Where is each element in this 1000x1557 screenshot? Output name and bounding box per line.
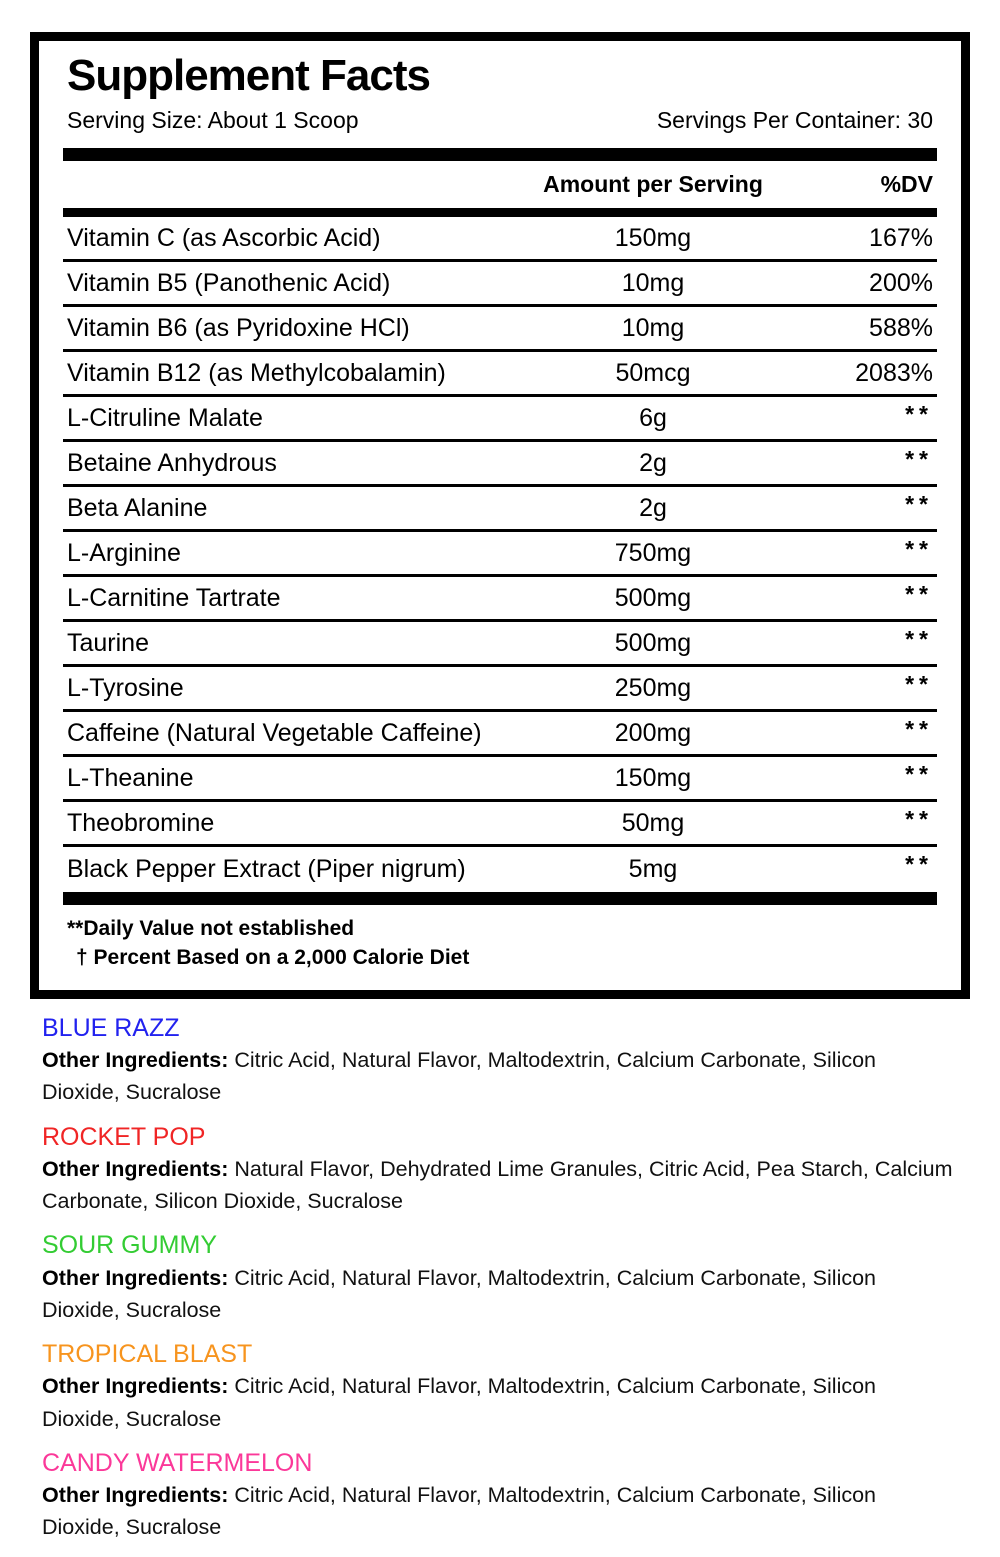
ingredient-dv: ** [905, 671, 933, 698]
flavor-block-rocket-pop [42, 1122, 958, 1218]
ingredient-name: Taurine [67, 628, 149, 657]
flavor-ingredients [42, 1479, 958, 1544]
ingredient-amount: 2g [639, 448, 667, 477]
other-ingredients-label: Other Ingredients: [42, 1048, 229, 1073]
flavor-block-sour-gummy [42, 1230, 958, 1326]
divider-thick-header [63, 208, 937, 217]
flavor-block-candy-watermelon [42, 1448, 958, 1544]
ingredient-name: Vitamin B6 (as Pyridoxine HCl) [67, 313, 410, 342]
panel-title: Supplement Facts [67, 51, 430, 100]
ingredients-text: Citric Acid, Natural Flavor, Maltodextrin, Calcium Carbonate, Silicon Dioxide, Sucralose [42, 1374, 877, 1431]
table-row [63, 847, 937, 892]
table-row [63, 757, 937, 802]
ingredient-amount: 500mg [614, 628, 692, 657]
other-ingredients-label: Other Ingredients: [42, 1265, 229, 1290]
ingredient-amount: 500mg [614, 583, 692, 612]
ingredient-dv: ** [905, 536, 933, 563]
ingredients-text: Natural Flavor, Dehydrated Lime Granules, Citric Acid, Pea Starch, Calcium Carbonate, Silicon Dioxide, Sucralose [42, 1156, 953, 1214]
ingredient-amount: 750mg [614, 538, 692, 567]
footnotes [63, 905, 937, 976]
ingredient-amount: 250mg [614, 673, 692, 702]
table-row [63, 352, 937, 397]
table-row [63, 217, 937, 262]
flavor-name: BLUE RAZZ [42, 1013, 180, 1042]
ingredient-name: Vitamin B5 (Panothenic Acid) [67, 268, 391, 297]
ingredient-amount: 5mg [628, 855, 678, 884]
ingredient-dv: 588% [869, 313, 933, 342]
ingredient-dv: 200% [869, 268, 933, 297]
flavor-name: TROPICAL BLAST [42, 1340, 253, 1369]
table-row [63, 487, 937, 532]
ingredient-amount: 150mg [614, 223, 692, 252]
flavor-ingredients [42, 1262, 958, 1327]
other-ingredients-label: Other Ingredients: [42, 1483, 229, 1508]
ingredient-name: L-Citruline Malate [67, 403, 263, 432]
ingredient-dv: ** [905, 446, 933, 473]
ingredient-dv: ** [905, 401, 933, 428]
ingredient-dv: ** [905, 806, 933, 833]
flavor-name: SOUR GUMMY [42, 1231, 217, 1260]
ingredient-dv: ** [905, 581, 933, 608]
ingredient-name: L-Tyrosine [67, 673, 184, 702]
ingredient-name: Theobromine [67, 808, 215, 837]
ingredient-amount: 50mg [621, 808, 685, 837]
ingredient-dv: ** [905, 626, 933, 653]
flavor-name: CANDY WATERMELON [42, 1448, 313, 1477]
footnote-calorie: † Percent Based on a 2,000 Calorie Diet [76, 945, 470, 969]
table-row [63, 532, 937, 577]
table-row [63, 577, 937, 622]
ingredient-name: Vitamin B12 (as Methylcobalamin) [67, 358, 446, 387]
ingredient-amount: 10mg [621, 268, 685, 297]
divider-thick-bottom [63, 892, 937, 905]
supplement-facts-panel [30, 32, 970, 999]
column-header-amount: Amount per Serving [543, 171, 763, 198]
table-row [63, 802, 937, 847]
ingredient-amount: 10mg [621, 313, 685, 342]
ingredient-name: Vitamin C (as Ascorbic Acid) [67, 223, 381, 252]
ingredient-dv: 2083% [855, 358, 933, 387]
ingredient-dv: ** [905, 491, 933, 518]
ingredient-dv: ** [905, 716, 933, 743]
ingredient-dv: ** [905, 851, 933, 878]
ingredient-dv: 167% [869, 223, 933, 252]
ingredient-name: L-Carnitine Tartrate [67, 583, 281, 612]
ingredient-amount: 200mg [614, 718, 692, 747]
column-header-dv: %DV [880, 171, 933, 198]
ingredient-name: Caffeine (Natural Vegetable Caffeine) [67, 718, 482, 747]
column-header-row [63, 161, 937, 208]
ingredient-name: Black Pepper Extract (Piper nigrum) [67, 855, 466, 884]
ingredient-amount: 6g [639, 403, 667, 432]
ingredients-text: Citric Acid, Natural Flavor, Maltodextrin, Calcium Carbonate, Silicon Dioxide, Sucralose [42, 1483, 877, 1540]
table-row [63, 667, 937, 712]
flavor-block-blue-razz [42, 1013, 958, 1109]
table-row [63, 442, 937, 487]
ingredient-amount: 50mcg [615, 358, 691, 387]
divider-thick-top [63, 148, 937, 161]
serving-size: Serving Size: About 1 Scoop [67, 107, 359, 134]
ingredient-name: Betaine Anhydrous [67, 448, 277, 477]
table-row [63, 307, 937, 352]
flavor-name: ROCKET POP [42, 1122, 206, 1151]
servings-per-container: Servings Per Container: 30 [656, 107, 933, 134]
table-row [63, 712, 937, 757]
ingredient-amount: 150mg [614, 763, 692, 792]
ingredient-amount: 2g [639, 493, 667, 522]
ingredient-rows [63, 217, 937, 892]
serving-info-row [63, 105, 937, 148]
other-ingredients-label: Other Ingredients: [42, 1374, 229, 1399]
flavor-sections [42, 1013, 958, 1544]
flavor-ingredients [42, 1370, 958, 1435]
ingredient-name: L-Theanine [67, 763, 194, 792]
flavor-ingredients [42, 1153, 958, 1218]
other-ingredients-label: Other Ingredients: [42, 1156, 229, 1181]
ingredients-text: Citric Acid, Natural Flavor, Maltodextrin, Calcium Carbonate, Silicon Dioxide, Sucralose [42, 1265, 877, 1322]
flavor-ingredients [42, 1044, 958, 1109]
flavor-block-tropical-blast [42, 1339, 958, 1435]
table-row [63, 622, 937, 667]
ingredient-dv: ** [905, 761, 933, 788]
footnote-dv: **Daily Value not established [67, 917, 355, 941]
ingredient-name: Beta Alanine [67, 493, 208, 522]
table-row [63, 397, 937, 442]
ingredient-name: L-Arginine [67, 538, 181, 567]
table-row [63, 262, 937, 307]
ingredients-text: Citric Acid, Natural Flavor, Maltodextrin, Calcium Carbonate, Silicon Dioxide, Sucralose [42, 1048, 877, 1105]
